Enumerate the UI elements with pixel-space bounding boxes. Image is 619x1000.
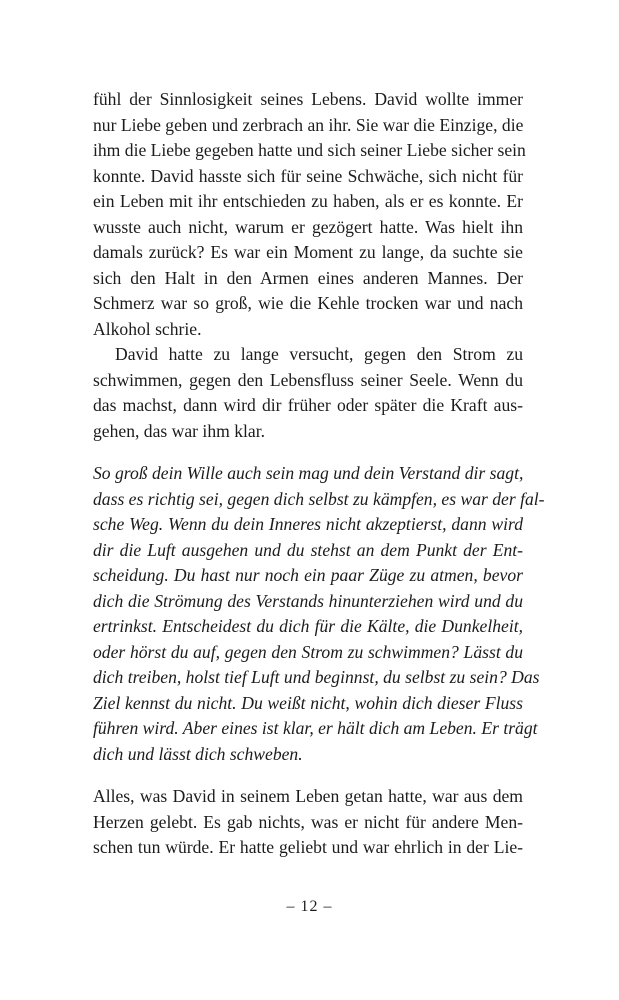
text-line: Herzen gelebt. Es gab nichts, was er nicht für andere Men- [93,811,523,832]
text-line: David hatte zu lange versucht, gegen den Strom zu [115,344,523,364]
text-line: Alkohol schrie. [93,318,202,339]
text-line: wusste auch nicht, warum er gezögert hatte. Was hielt ihn [93,216,523,237]
paragraph-1 [93,87,526,342]
text-line: sich den Halt in den Armen eines anderen Mannes. Der [93,267,523,288]
text-line: sche Weg. Wenn du dein Inneres nicht akzeptierst, dann wird [93,514,523,534]
text-line: dir die Luft ausgehen und du stehst an dem Punkt der Ent- [93,539,523,560]
text-line: führen wird. Aber eines ist klar, er hält dich am Leben. Er trägt [93,718,538,738]
text-line: schwimmen, gegen den Lebensfluss seiner Seele. Wenn du [93,369,523,390]
text-line: Alles, was David in seinem Leben getan hatte, war aus dem [93,786,523,806]
text-line: dich die Strömung des Verstands hinunterziehen wird und du [93,590,523,611]
text-line: das machst, dann wird dir früher oder später die Kraft aus- [93,395,523,415]
text-line: ertrinkst. Entscheidest du dich für die Kälte, die Dunkelheit, [93,616,523,636]
italic-passage [93,461,545,767]
text-line: ihm die Liebe gegeben hatte und sich seiner Liebe sicher sein [93,140,526,160]
text-line: dich treiben, holst tief Luft und beginnst, du selbst zu sein? Das [93,667,540,687]
text-line: schen tun würde. Er hatte geliebt und war ehrlich in der Lie- [93,837,523,857]
text-line: dich und lässt dich schweben. [93,743,303,764]
paragraph-2 [93,342,523,444]
paragraph-4 [93,784,523,861]
text-line: dass es richtig sei, gegen dich selbst zu kämpfen, es war der fal- [93,488,545,509]
text-line: ein Leben mit ihr entschieden zu haben, als er es konnte. Er [93,191,523,211]
text-line: gehen, das war ihm klar. [93,420,265,441]
text-line: scheidung. Du hast nur noch ein paar Züge zu atmen, bevor [93,565,523,585]
text-line: konnte. David hasste sich für seine Schwäche, sich nicht für [93,165,523,186]
text-line: damals zurück? Es war ein Moment zu lange, da suchte sie [93,242,523,262]
text-line: Schmerz war so groß, wie die Kehle trocken war und nach [93,293,523,313]
text-line: nur Liebe geben und zerbrach an ihr. Sie war die Einzige, die [93,114,524,135]
text-line: oder hörst du auf, gegen den Strom zu schwimmen? Lässt du [93,641,523,662]
page-number: – 12 – [286,898,333,915]
text-line: Ziel kennst du nicht. Du weißt nicht, wohin dich dieser Fluss [93,692,523,713]
book-page-text [93,87,545,861]
text-line: fühl der Sinnlosigkeit seines Lebens. David wollte immer [93,89,523,109]
text-line: So groß dein Wille auch sein mag und dein Verstand dir sagt, [93,463,524,483]
